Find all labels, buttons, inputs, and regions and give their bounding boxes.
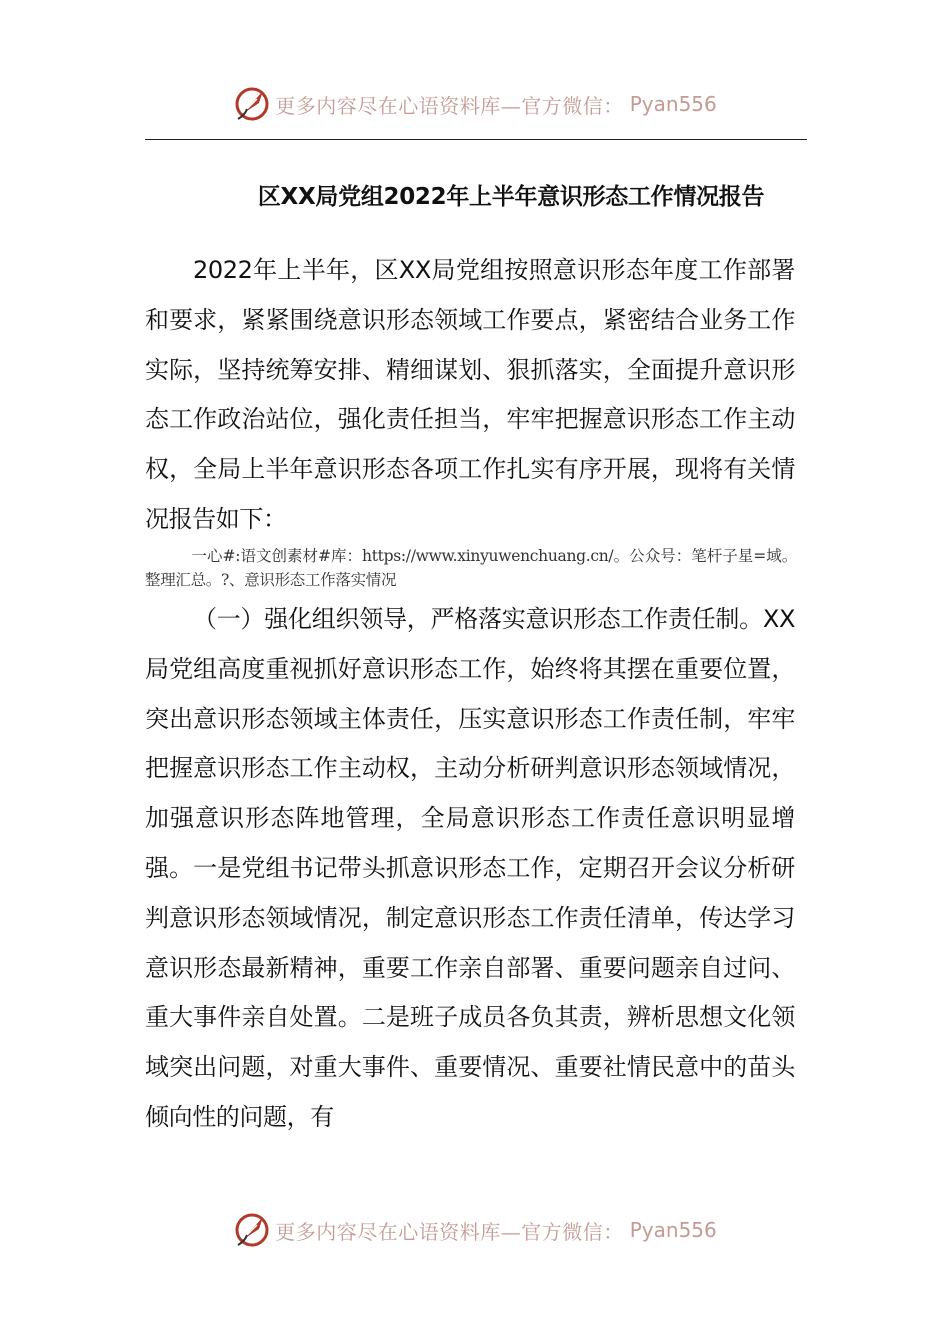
paragraph-section-one: （一）强化组织领导，严格落实意识形态工作责任制。XX局党组高度重视抓好意识形态工作，始终将其摆在重要位置，突出意识形态领域主体责任，压实意识形态工作责任制，牢牢把握意识形态工作主动权，主动分析研判意识形态领域情况，加强意识形态阵地管理，全局意识形态工作责任意识明显增强。一是党组书记带头抓意识形态工作，定期召开会议分析研判意识形态领域情况，制定意识形态工作责任清单，传达学习意识形态最新精神，重要工作亲自部署、重要问题亲自过问、重大事件亲自处置。二是班子成员各负其责，辨析思想文化领域突出问题，对重大事件、重要情况、重要社情民意中的苗头倾向性的问题，有 [145,605,795,1131]
header-banner-id: Pyan556 [629,92,717,116]
footer-banner [0,1208,950,1252]
quill-logo-icon [233,85,271,123]
source-note: 一心#:语文创素材#库：https://www.xinyuwenchuang.cn/。公众号：笔杆子星=域。整理汇总。?、意识形态工作落实情况 [145,547,797,589]
footer-banner-text: 更多内容尽在心语资料库—官方微信： [275,1219,624,1244]
header-banner-text: 更多内容尽在心语资料库—官方微信： [275,93,624,118]
footer-banner-id: Pyan556 [629,1218,717,1242]
header-divider [145,139,807,140]
quill-logo-icon [233,1211,271,1249]
document-title: 区XX局党组2022年上半年意识形态工作情况报告 [257,184,765,210]
header-banner [0,82,950,126]
paragraph-intro: 2022年上半年，区XX局党组按照意识形态年度工作部署和要求，紧紧围绕意识形态领域工作要点，紧密结合业务工作实际，坚持统筹安排、精细谋划、狠抓落实，全面提升意识形态工作政治站位，强化责任担当，牢牢把握意识形态工作主动权，全局上半年意识形态各项工作扎实有序开展，现将有关情况报告如下： [145,256,795,533]
